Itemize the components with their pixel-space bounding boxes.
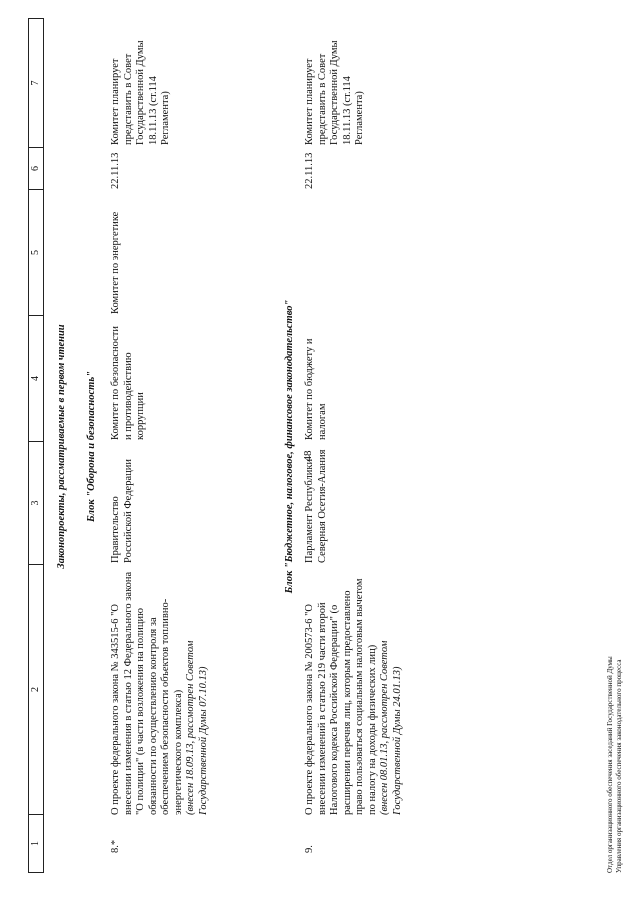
col-header-2: 2 [29,564,43,814]
footer-line-1: Отдел организационного обеспечения заседаний Государственной Думы [606,656,614,873]
footer [598,0,638,905]
row-description: О проекте федерального закона № 200573-6 "О внесении изменений в статью 219 части второй Налогового кодекса Российской Федерации" (о расширении перечня лиц, которым предоставлено право пользоваться социальным налоговым вычетом по налогу на доходы физических лиц) (внесен 08.01.13, рассмотрен Советом Государственной Думы 24.01.13) [304,578,403,815]
col-header-5: 5 [29,189,43,315]
row-remark: Комитет планирует представить в Совет Государственной Думы 18.11.13 (ст.114 Регламента) [110,40,171,145]
col-header-4: 4 [29,315,43,441]
row-initiator: Парламент Республики Северная Осетия-Алания [304,449,328,563]
row-remark: Комитет планирует представить в Совет Государственной Думы 18.11.13 (ст.114 Регламента) [304,40,365,145]
block-title-defense: Блок "Оборона и безопасность" [86,371,97,522]
row-date: 22.11.13 [304,152,315,189]
footer-line-2: Управления организационного обеспечения законодательного процесса [615,659,623,873]
section-title: Законопроекты, рассматриваемые в первом чтении [56,324,67,569]
row-committee: Комитет по безопасности и противодействию коррупции [110,325,146,440]
column-number-header [28,18,44,873]
page-number: 48 [302,450,314,462]
block-title-budget: Блок "Бюджетное, налоговое, финансовое законодательство" [284,299,295,594]
row-committee: Комитет по бюджету и налогам [304,338,328,440]
row-description: О проекте федерального закона № 343515-6 "О внесении изменения в статью 12 Федерального закона "О полиции" (в части возложения на полицию обязанности по осуществлению контроля за обеспечением безопасности объектов топливно-энергетического комплекса) (внесен 18.09.13, рассмотрен Советом Государственной Думы 07.10.13) [110,571,209,815]
row-initiator: Правительство Российской Федерации [110,459,134,563]
row-co-committee: Комитет по энергетике [110,211,121,314]
row-number: 9. [304,845,315,853]
col-header-3: 3 [29,441,43,564]
row-date: 22.11.13 [110,152,121,189]
row-number: 8.* [110,839,121,853]
col-header-6: 6 [29,147,43,189]
col-header-7: 7 [30,80,41,86]
col-header-1: 1 [29,814,43,872]
